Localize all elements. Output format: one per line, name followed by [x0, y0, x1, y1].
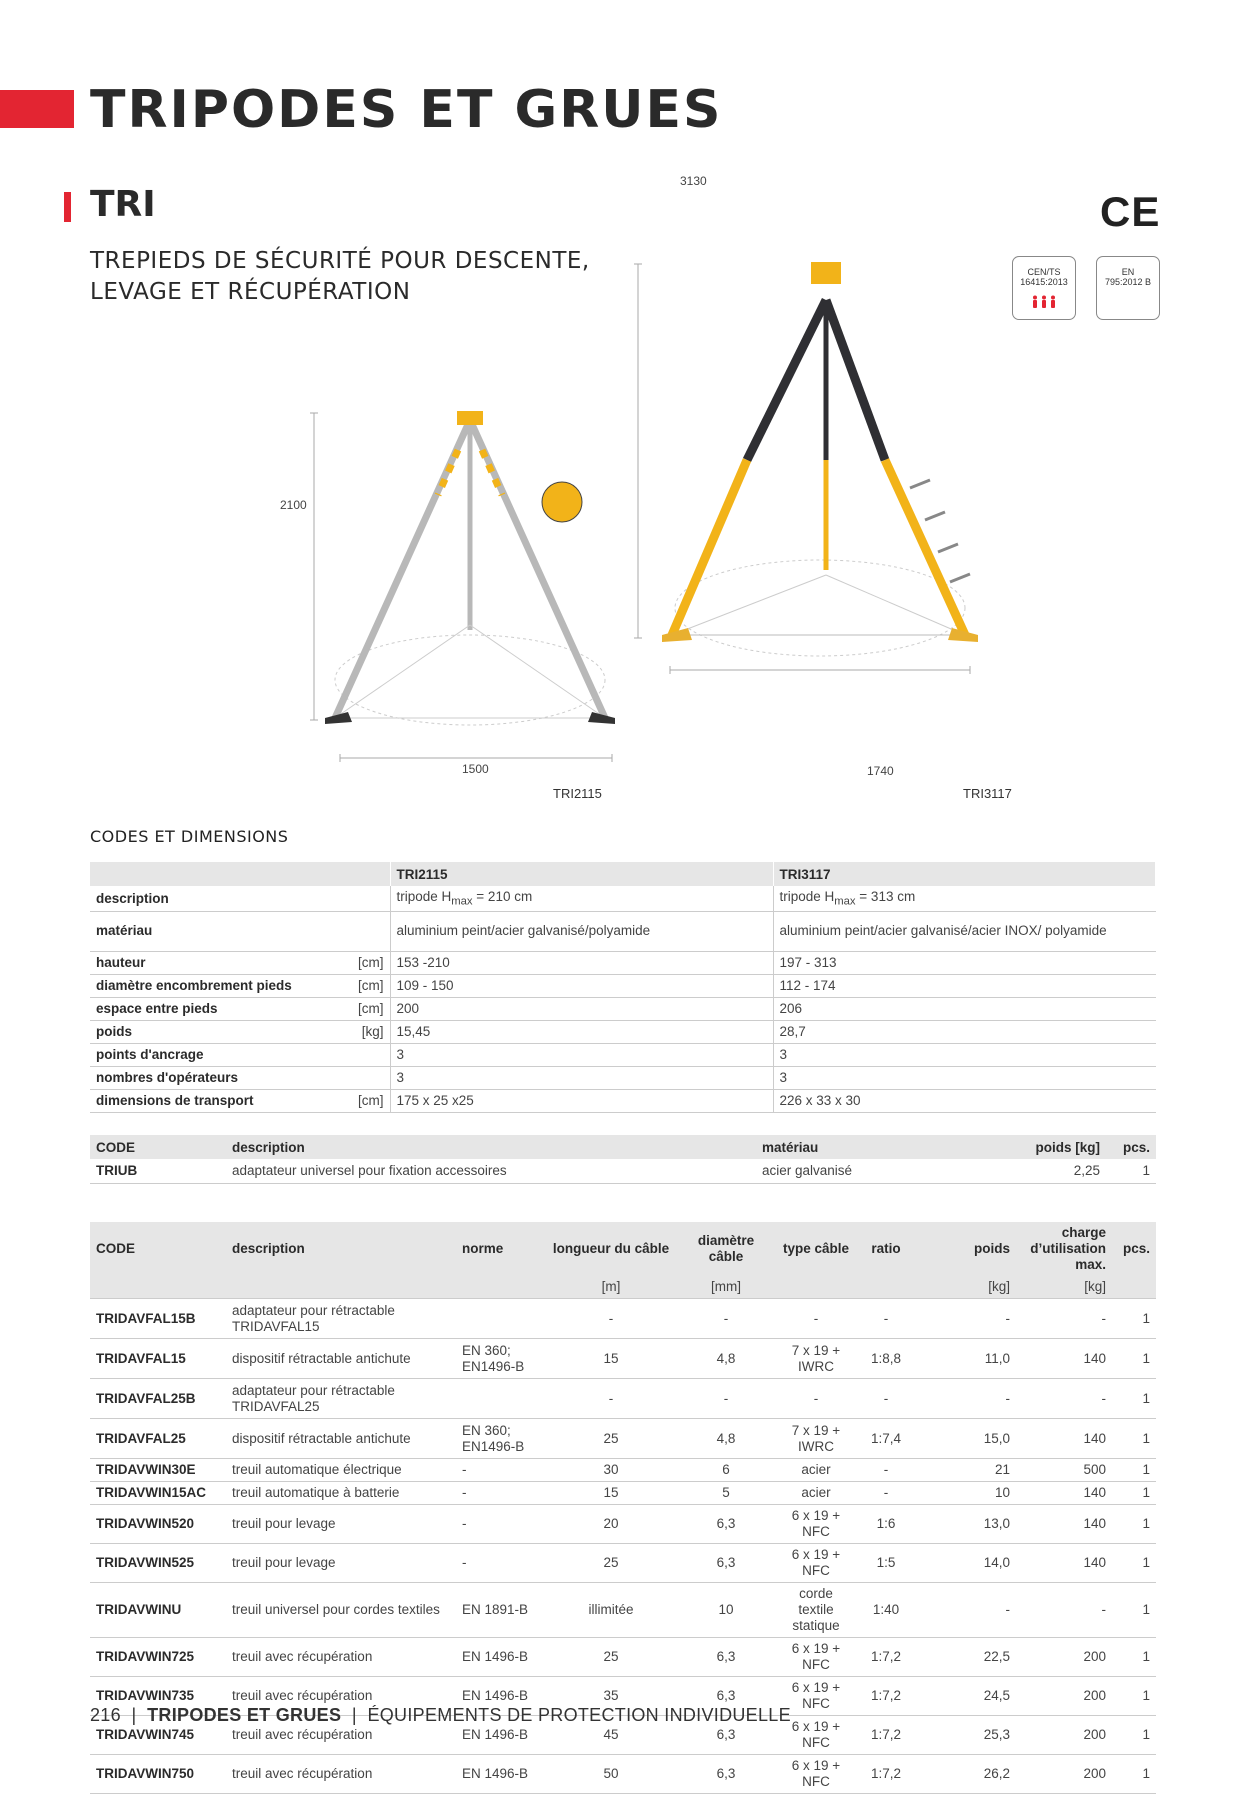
height-label-tri3117: 3130 — [680, 174, 707, 188]
cell-norme — [456, 1379, 546, 1419]
cell-norme: - — [456, 1505, 546, 1544]
footer-category: ÉQUIPEMENTS DE PROTECTION INDIVIDUELLE — [367, 1705, 791, 1725]
cell-dia: 4,8 — [676, 1339, 776, 1379]
cell-dia: 6,3 — [676, 1755, 776, 1794]
cell-dia: 6,3 — [676, 1677, 776, 1716]
cell-dia: 6,3 — [676, 1638, 776, 1677]
cell-type: 6 x 19 + NFC — [776, 1505, 856, 1544]
description-line-1: TREPIEDS DE SÉCURITÉ POUR DESCENTE, — [90, 248, 590, 274]
cell-len: 30 — [546, 1459, 676, 1482]
cell-pcs: 1 — [1112, 1583, 1156, 1638]
standard-badge-cen: CEN/TS 16415:2013 — [1012, 256, 1076, 320]
cell-len: 45 — [546, 1716, 676, 1755]
cell-pcs: 1 — [1112, 1459, 1156, 1482]
table-row — [90, 1544, 1156, 1583]
cell-desc: treuil automatique électrique — [226, 1459, 456, 1482]
title-accent-bar — [0, 90, 74, 128]
cell-norme: EN 1891-B — [456, 1583, 546, 1638]
cell-len: illimitée — [546, 1583, 676, 1638]
table-row: dimensions de transport [cm] 175 x 25 x25 226 x 33 x 30 — [90, 1089, 1156, 1112]
cell-norme: EN 360; EN1496-B — [456, 1339, 546, 1379]
cell-len: - — [546, 1299, 676, 1339]
cell-desc: treuil avec récupération — [226, 1638, 456, 1677]
cell-code: TRIDAVWIN750 — [90, 1755, 226, 1794]
cell-type: - — [776, 1379, 856, 1419]
cell-poids: - — [916, 1583, 1016, 1638]
cell-ratio: 1:7,2 — [856, 1677, 916, 1716]
cell-ratio: - — [856, 1379, 916, 1419]
cell-poids: 22,5 — [916, 1638, 1016, 1677]
cell-ratio: 1:7,2 — [856, 1638, 916, 1677]
cell-code: TRIDAVWIN525 — [90, 1544, 226, 1583]
cell-charge: 200 — [1016, 1677, 1112, 1716]
tripod-tri2115-image — [325, 411, 615, 725]
cell-code: TRIDAVFAL15 — [90, 1339, 226, 1379]
table-row — [90, 1482, 1156, 1505]
cell-charge: 140 — [1016, 1505, 1112, 1544]
cell-desc: adaptateur pour rétractable TRIDAVFAL15 — [226, 1299, 456, 1339]
table-row — [90, 1339, 1156, 1379]
cell-norme: - — [456, 1482, 546, 1505]
cell-poids: - — [916, 1299, 1016, 1339]
cell-type: 6 x 19 + NFC — [776, 1716, 856, 1755]
cell-ratio: 1:8,8 — [856, 1339, 916, 1379]
table-row: diamètre encombrement pieds [cm] 109 - 150 112 - 174 — [90, 974, 1156, 997]
cell-charge: 140 — [1016, 1419, 1112, 1459]
cell-norme: - — [456, 1544, 546, 1583]
cell-ratio: - — [856, 1482, 916, 1505]
cell-ratio: - — [856, 1459, 916, 1482]
table-row — [90, 1419, 1156, 1459]
cell-dia: 6 — [676, 1459, 776, 1482]
cell-code: TRIDAVFAL25B — [90, 1379, 226, 1419]
cell-type: acier — [776, 1482, 856, 1505]
cell-dia: 6,3 — [676, 1716, 776, 1755]
cell-pcs: 1 — [1112, 1419, 1156, 1459]
cell-code: TRIDAVWIN30E — [90, 1459, 226, 1482]
model-label-tri3117: TRI3117 — [963, 786, 1012, 801]
cell-code: TRIDAVWIN735 — [90, 1677, 226, 1716]
cell-ratio: 1:6 — [856, 1505, 916, 1544]
column-header: TRI3117 — [773, 862, 1156, 886]
cell-code: TRIDAVFAL25 — [90, 1419, 226, 1459]
cell-poids: 14,0 — [916, 1544, 1016, 1583]
cell-charge: 200 — [1016, 1638, 1112, 1677]
cell-desc: dispositif rétractable antichute — [226, 1419, 456, 1459]
page-title: TRIPODES ET GRUES — [90, 80, 723, 140]
cell-charge: 200 — [1016, 1716, 1112, 1755]
cell-dia: 4,8 — [676, 1419, 776, 1459]
page-number: 216 — [90, 1705, 121, 1725]
table-row: TRIUB adaptateur universel pour fixation accessoires acier galvanisé 2,25 1 — [90, 1159, 1156, 1183]
description-line-2: LEVAGE ET RÉCUPÉRATION — [90, 279, 411, 305]
cell-ratio: - — [856, 1299, 916, 1339]
width-label-tri3117: 1740 — [867, 764, 894, 778]
cell-charge: 500 — [1016, 1459, 1112, 1482]
cell-norme — [456, 1299, 546, 1339]
cell-type: 7 x 19 + IWRC — [776, 1339, 856, 1379]
table-row: hauteur [cm] 153 -210 197 - 313 — [90, 951, 1156, 974]
cell-ratio: 1:7,2 — [856, 1716, 916, 1755]
cell-pcs: 1 — [1112, 1755, 1156, 1794]
cell-len: 25 — [546, 1544, 676, 1583]
accessory-table — [90, 1135, 1156, 1184]
cell-dia: 6,3 — [676, 1544, 776, 1583]
table-row — [90, 1638, 1156, 1677]
cell-dia: 6,3 — [676, 1505, 776, 1544]
width-label-tri2115: 1500 — [462, 762, 489, 776]
cell-pcs: 1 — [1112, 1638, 1156, 1677]
cell-pcs: 1 — [1112, 1544, 1156, 1583]
cell-ratio: 1:7,2 — [856, 1755, 916, 1794]
table-row — [90, 1459, 1156, 1482]
cell-norme: - — [456, 1459, 546, 1482]
cell-norme: EN 1496-B — [456, 1755, 546, 1794]
tripod-illustrations — [270, 280, 1070, 810]
cell-poids: 21 — [916, 1459, 1016, 1482]
cell-pcs: 1 — [1112, 1505, 1156, 1544]
cell-poids: 25,3 — [916, 1716, 1016, 1755]
cell-type: 7 x 19 + IWRC — [776, 1419, 856, 1459]
cell-poids: 26,2 — [916, 1755, 1016, 1794]
table-header-row: CODE description matériau poids [kg] pcs. — [90, 1135, 1156, 1159]
table-header-row: CODE description norme longueur du câble diamètre câble type câble ratio poids charge d’utilisation max. pcs. — [90, 1222, 1156, 1276]
table-row: nombres d'opérateurs 3 3 — [90, 1066, 1156, 1089]
table-row — [90, 1379, 1156, 1419]
cell-code: TRIDAVWIN725 — [90, 1638, 226, 1677]
dimensions-table — [90, 862, 1156, 1113]
cell-pcs: 1 — [1112, 1339, 1156, 1379]
cell-code: TRIDAVWIN15AC — [90, 1482, 226, 1505]
cell-desc: treuil universel pour cordes textiles — [226, 1583, 456, 1638]
table-row: espace entre pieds [cm] 200 206 — [90, 997, 1156, 1020]
cell-charge: - — [1016, 1299, 1112, 1339]
cell-norme: EN 1496-B — [456, 1638, 546, 1677]
cell-len: 15 — [546, 1339, 676, 1379]
cell-code: TRIDAVWIN520 — [90, 1505, 226, 1544]
cell-desc: treuil avec récupération — [226, 1716, 456, 1755]
cell-len: 35 — [546, 1677, 676, 1716]
table-row — [90, 1755, 1156, 1794]
column-header: TRI2115 — [390, 862, 773, 886]
cell-desc: treuil pour levage — [226, 1544, 456, 1583]
cell-ratio: 1:40 — [856, 1583, 916, 1638]
cell-charge: - — [1016, 1583, 1112, 1638]
cell-type: corde textile statique — [776, 1583, 856, 1638]
cell-len: 20 — [546, 1505, 676, 1544]
cell-ratio: 1:7,4 — [856, 1419, 916, 1459]
cell-desc: treuil pour levage — [226, 1505, 456, 1544]
standard-badge-en: EN 795:2012 B — [1096, 256, 1160, 320]
cell-poids: 13,0 — [916, 1505, 1016, 1544]
cell-dia: - — [676, 1379, 776, 1419]
cell-code: TRIDAVWINU — [90, 1583, 226, 1638]
table-row: poids [kg] 15,45 28,7 — [90, 1020, 1156, 1043]
table-row — [90, 1505, 1156, 1544]
cell-code: TRIDAVWIN745 — [90, 1716, 226, 1755]
subtitle-accent-mark — [64, 192, 71, 222]
cell-norme: EN 1496-B — [456, 1677, 546, 1716]
cell-pcs: 1 — [1112, 1677, 1156, 1716]
ce-mark: CE — [1100, 188, 1161, 235]
cell-pcs: 1 — [1112, 1716, 1156, 1755]
cell-type: - — [776, 1299, 856, 1339]
cell-desc: treuil avec récupération — [226, 1677, 456, 1716]
height-label-tri2115: 2100 — [280, 498, 307, 512]
table-row — [90, 1583, 1156, 1638]
table-row: description tripode $H_{max} = 210$ cm tripode $H_{max} = 313$ cm — [90, 886, 1156, 911]
section-heading: CODES ET DIMENSIONS — [90, 827, 289, 846]
cell-len: 25 — [546, 1419, 676, 1459]
cell-norme: EN 1496-B — [456, 1716, 546, 1755]
cell-poids: 10 — [916, 1482, 1016, 1505]
cell-desc: treuil avec récupération — [226, 1755, 456, 1794]
cell-desc: treuil automatique à batterie — [226, 1482, 456, 1505]
cell-poids: 24,5 — [916, 1677, 1016, 1716]
cell-charge: 200 — [1016, 1755, 1112, 1794]
cell-norme: EN 360; EN1496-B — [456, 1419, 546, 1459]
cell-pcs: 1 — [1112, 1379, 1156, 1419]
cell-code: TRIDAVFAL15B — [90, 1299, 226, 1339]
section-title: TRI — [90, 184, 156, 225]
cell-type: 6 x 19 + NFC — [776, 1677, 856, 1716]
cell-dia: 5 — [676, 1482, 776, 1505]
cell-poids: 11,0 — [916, 1339, 1016, 1379]
cell-poids: - — [916, 1379, 1016, 1419]
cell-charge: 140 — [1016, 1544, 1112, 1583]
cell-len: - — [546, 1379, 676, 1419]
cell-pcs: 1 — [1112, 1482, 1156, 1505]
cell-charge: 140 — [1016, 1482, 1112, 1505]
cell-type: 6 x 19 + NFC — [776, 1755, 856, 1794]
table-row — [90, 1299, 1156, 1339]
cell-len: 15 — [546, 1482, 676, 1505]
cell-poids: 15,0 — [916, 1419, 1016, 1459]
cell-type: 6 x 19 + NFC — [776, 1638, 856, 1677]
cell-charge: 140 — [1016, 1339, 1112, 1379]
model-label-tri2115: TRI2115 — [553, 786, 602, 801]
cell-type: acier — [776, 1459, 856, 1482]
cell-len: 25 — [546, 1638, 676, 1677]
units-row: [m] [mm] [kg] [kg] — [90, 1276, 1156, 1299]
cell-pcs: 1 — [1112, 1299, 1156, 1339]
cell-ratio: 1:5 — [856, 1544, 916, 1583]
cell-desc: adaptateur pour rétractable TRIDAVFAL25 — [226, 1379, 456, 1419]
cell-dia: 10 — [676, 1583, 776, 1638]
page-footer: 216 | TRIPODES ET GRUES | ÉQUIPEMENTS DE PROTECTION INDIVIDUELLE — [90, 1705, 791, 1725]
table-header-row — [90, 862, 1156, 886]
table-row: points d'ancrage 3 3 — [90, 1043, 1156, 1066]
cell-desc: dispositif rétractable antichute — [226, 1339, 456, 1379]
cell-charge: - — [1016, 1379, 1112, 1419]
cell-type: 6 x 19 + NFC — [776, 1544, 856, 1583]
tripod-tri3117-image — [662, 262, 978, 656]
table-row: matériau aluminium peint/acier galvanisé/polyamide aluminium peint/acier galvanisé/acier INOX/ polyamide — [90, 911, 1156, 951]
footer-section: TRIPODES ET GRUES — [147, 1705, 342, 1725]
cell-dia: - — [676, 1299, 776, 1339]
cell-len: 50 — [546, 1755, 676, 1794]
